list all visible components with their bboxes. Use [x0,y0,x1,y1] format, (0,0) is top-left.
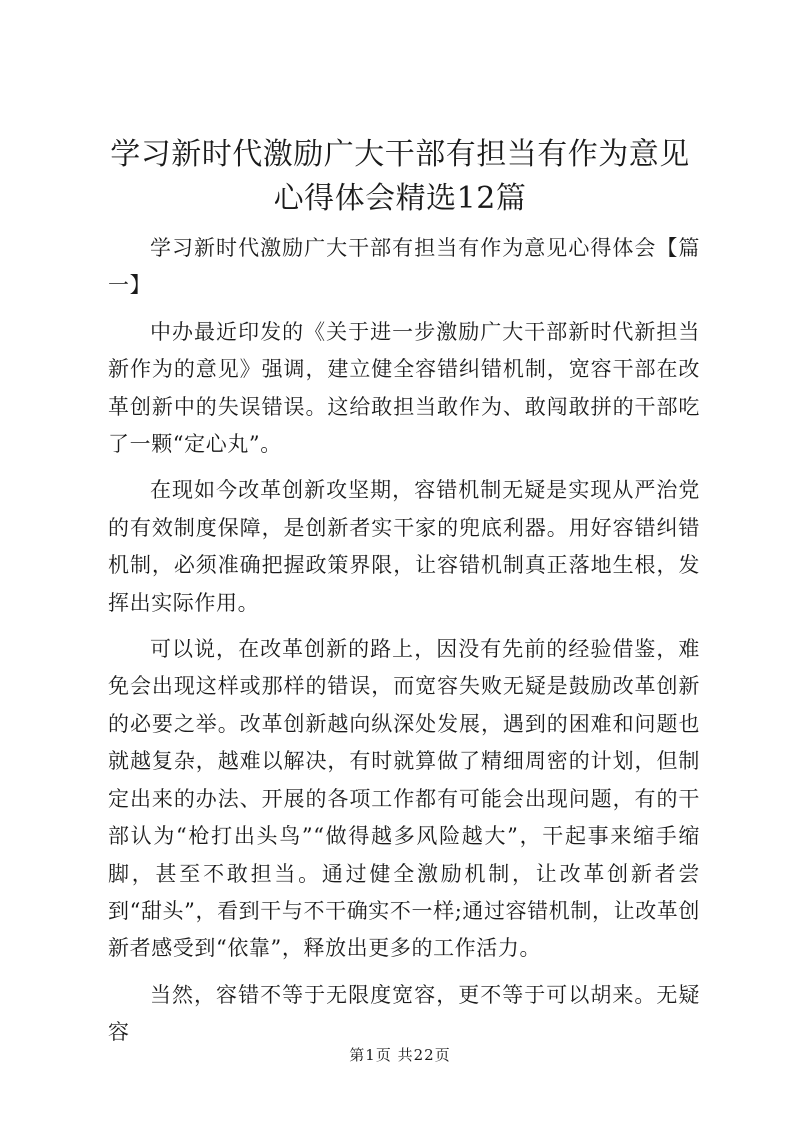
document-title: 学习新时代激励广大干部有担当有作为意见心得体会精选12篇 [110,137,690,216]
paragraph-section-heading: 学习新时代激励广大干部有担当有作为意见心得体会【篇一】 [108,236,700,298]
page-number-footer: 第1页 共22页 [349,1046,451,1064]
paragraph: 当然，容错不等于无限度宽容，更不等于可以胡来。无疑容 [108,982,700,1045]
paragraph: 可以说，在改革创新的路上，因没有先前的经验借鉴，难免会出现这样或那样的错误，而宽容失败无疑是鼓励改革创新的必要之举。改革创新越向纵深处发展，遇到的困难和问题也就越复杂，越难以解决，有时就算做了精细周密的计划，但制定出来的办法、开展的各项工作都有可能会出现问题，有的干部认为“枪打出头鸟”“做得越多风险越大”，干起事来缩手缩脚，甚至不敢担当。通过健全激励机制，让改革创新者尝到“甜头”，看到干与不干确实不一样;通过容错机制，让改革创新者感受到“依靠”，释放出更多的工作活力。 [108,637,700,961]
document-body [108,230,700,1061]
paragraph: 中办最近印发的《关于进一步激励广大干部新时代新担当新作为的意见》强调，建立健全容错纠错机制，宽容干部在改革创新中的失误错误。这给敢担当敢作为、敢闯敢拼的干部吃了一颗“定心丸”。 [108,319,700,457]
paragraph: 在现如今改革创新攻坚期，容错机制无疑是实现从严治党的有效制度保障，是创新者实干家的兜底利器。用好容错纠错机制，必须准确把握政策界限，让容错机制真正落地生根，发挥出实际作用。 [108,478,700,615]
